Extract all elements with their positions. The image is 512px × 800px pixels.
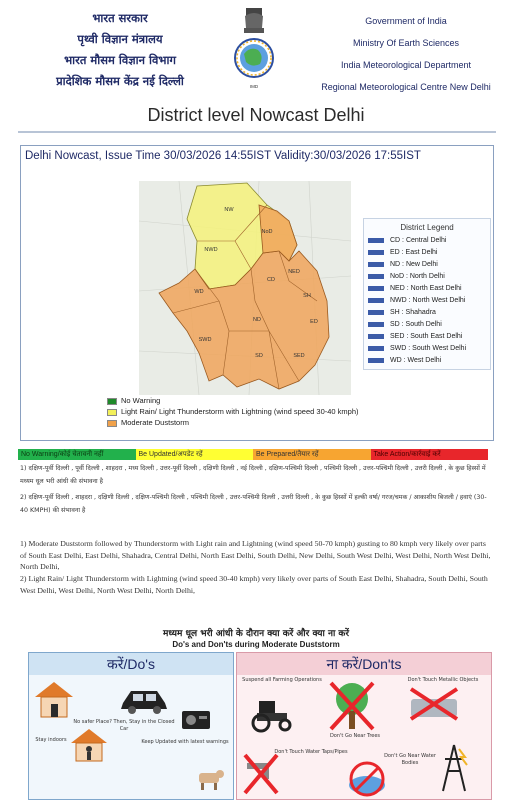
legend-swatch (368, 262, 384, 267)
metal-objects-icon (407, 687, 461, 721)
warning-key-item: No Warning (107, 396, 359, 407)
map-label: NW (224, 207, 234, 213)
english-forecast (20, 538, 494, 597)
legend-swatch (368, 334, 384, 339)
legend-item: SWD : South West Delhi (368, 345, 466, 352)
header (0, 0, 512, 100)
legend-item: NWD : North West Delhi (368, 297, 465, 304)
map-label: NED (288, 269, 300, 275)
warning-level-orange: Be Prepared/तैयार रहें (253, 449, 371, 460)
car-icon (119, 683, 171, 715)
legend-item: NED : North East Delhi (368, 285, 462, 292)
header-english (300, 10, 512, 98)
map-label: NoD (261, 229, 273, 235)
warning-key (107, 396, 359, 429)
dos-caption: Stay indoors (35, 737, 67, 743)
radio-icon (181, 707, 211, 731)
warning-key-swatch (107, 398, 117, 405)
svg-text:IMD: IMD (249, 84, 259, 89)
issue-time-line: Delhi Nowcast, Issue Time 30/03/2026 14:55IST Validity:30/03/2026 17:55IST (25, 150, 421, 162)
warning-color-bar (18, 449, 488, 460)
map-label: CD (267, 277, 275, 283)
dos-caption: No safer Place? Then, Stay in the Closed Car (73, 719, 175, 732)
legend-item: SED : South East Delhi (368, 333, 462, 340)
map-label: WD (194, 289, 204, 295)
hindi-forecast (20, 462, 492, 520)
cattle-icon (195, 765, 225, 791)
legend-item: ND : New Delhi (368, 261, 438, 268)
legend-swatch (368, 298, 384, 303)
legend-swatch (368, 274, 384, 279)
warning-level-red: Take Action/कार्रवाई करें (371, 449, 489, 460)
imd-emblem-icon (232, 6, 276, 90)
map-label: ED (310, 319, 318, 325)
legend-item: WD : West Delhi (368, 357, 441, 364)
legend-swatch (368, 286, 384, 291)
english-forecast-item: 1) Moderate Duststorm followed by Thunderstorm with Light rain and Lightning (wind speed 50-70 kmph) gusting to 80 kmph very likely over parts of South East Delhi, East Delhi, Shahadra, Central Delhi, North East Delhi, South Delhi, New Delhi, South West Delhi, West Delhi, North West Delhi, North Delhi, (20, 539, 491, 572)
tractor-icon (247, 693, 297, 733)
title-divider (18, 131, 496, 133)
header-hindi (30, 8, 210, 92)
donts-caption: Don't Go Near Trees (329, 733, 381, 739)
legend-swatch (368, 238, 384, 243)
header-english-line: Government of India (365, 16, 447, 26)
dos-caption: Keep Updated with latest warnings (141, 739, 229, 745)
legend-swatch (368, 358, 384, 363)
legend-item: SH : Shahadra (368, 309, 436, 316)
donts-caption: Don't Touch Metallic Objects (407, 677, 479, 683)
warning-level-yellow: Be Updated/अपडेट रहें (136, 449, 254, 460)
hindi-forecast-item: 1) दक्षिण-पूर्वी दिल्ली , पूर्वी दिल्ली , शाहदरा , मध्य दिल्ली , उत्तर-पूर्वी दिल्ली , दक्षिणी दिल्ली , नई दिल्ली , दक्षिण-पश्चिमी दिल्ली , पश्चिमी दिल्ली , उत्तर-पश्चिमी दिल्ली , उत्तरी दिल्ली , के कुछ हिस्सों में मध्यम धूल भरी आंधी की संभावना है (20, 465, 486, 485)
legend-swatch (368, 310, 384, 315)
dos-title: करें/Do's (29, 653, 233, 675)
donts-title: ना करें/Don'ts (237, 653, 491, 675)
house-icon (33, 679, 75, 719)
water-tap-icon (243, 753, 279, 795)
map-label: SWD (198, 337, 212, 343)
header-english-line: Regional Meteorological Centre New Delhi (321, 82, 491, 92)
legend-swatch (368, 346, 384, 351)
header-hindi-line: पृथ्वी विज्ञान मंत्रालय (77, 32, 163, 46)
dodont-hindi-title: मध्यम धूल भरी आंधी के दौरान क्या करें और क्या ना करें (162, 629, 350, 639)
map-label: SH (303, 293, 311, 299)
legend-item: CD : Central Delhi (368, 237, 446, 244)
donts-caption: Don't Touch Water Taps/Pipes (274, 749, 348, 755)
map-label: SED (293, 353, 305, 359)
district-legend (363, 218, 491, 370)
donts-caption: Suspend all Farming Operations (242, 677, 322, 683)
legend-item: SD : South Delhi (368, 321, 442, 328)
warning-key-swatch (107, 409, 117, 416)
english-forecast-item: 2) Light Rain/ Light Thunderstorm with Lightning (wind speed 30-40 kmph) very likely over parts of South East Delhi, Shahadra, South Delhi, South West Delhi, West Delhi, North West Delhi, North Delhi, (20, 574, 488, 595)
header-english-line: India Meteorological Department (340, 60, 472, 70)
page-title: District level Nowcast Delhi (147, 105, 365, 125)
nowcast-panel (20, 145, 494, 441)
header-hindi-line: भारत सरकार (92, 11, 148, 25)
header-english-line: Ministry Of Earth Sciences (352, 38, 460, 48)
dodont-english-title: Do's and Don'ts during Moderate Duststorm (172, 640, 340, 649)
legend-swatch (368, 250, 384, 255)
delhi-district-map (139, 181, 351, 395)
map-label: NWD (204, 247, 218, 253)
header-hindi-line: प्रादेशिक मौसम केंद्र नई दिल्ली (56, 74, 184, 88)
legend-item: ED : East Delhi (368, 249, 437, 256)
warning-level-green: No Warning/कोई चेतावनी नहीं (18, 449, 136, 460)
map-label: ND (253, 317, 261, 323)
donts-caption: Don't Go Near Water Bodies (384, 753, 436, 766)
donts-box (236, 652, 492, 800)
power-tower-icon (437, 743, 471, 793)
warning-key-item: Moderate Duststorm (107, 418, 359, 429)
dos-box (28, 652, 234, 800)
legend-title: District Legend (400, 223, 454, 232)
legend-swatch (368, 322, 384, 327)
header-hindi-line: भारत मौसम विज्ञान विभाग (64, 53, 176, 67)
hindi-forecast-item: 2) दक्षिण-पूर्वी दिल्ली , शाहदरा , दक्षिणी दिल्ली , दक्षिण-पश्चिमी दिल्ली , पश्चिमी दिल्ली , उत्तर-पश्चिमी दिल्ली , उत्तरी दिल्ली , के कुछ हिस्सों में हल्की वर्षा/ गरज/चमक / आकाशीय बिजली / हवाएं (30-40 KMPH) की संभावना है (20, 494, 487, 514)
map-label: SD (255, 353, 263, 359)
warning-key-item: Light Rain/ Light Thunderstorm with Lightning (wind speed 30-40 kmph) (107, 407, 359, 418)
legend-item: NoD : North Delhi (368, 273, 445, 280)
warning-key-swatch (107, 420, 117, 427)
tree-icon (327, 679, 377, 733)
